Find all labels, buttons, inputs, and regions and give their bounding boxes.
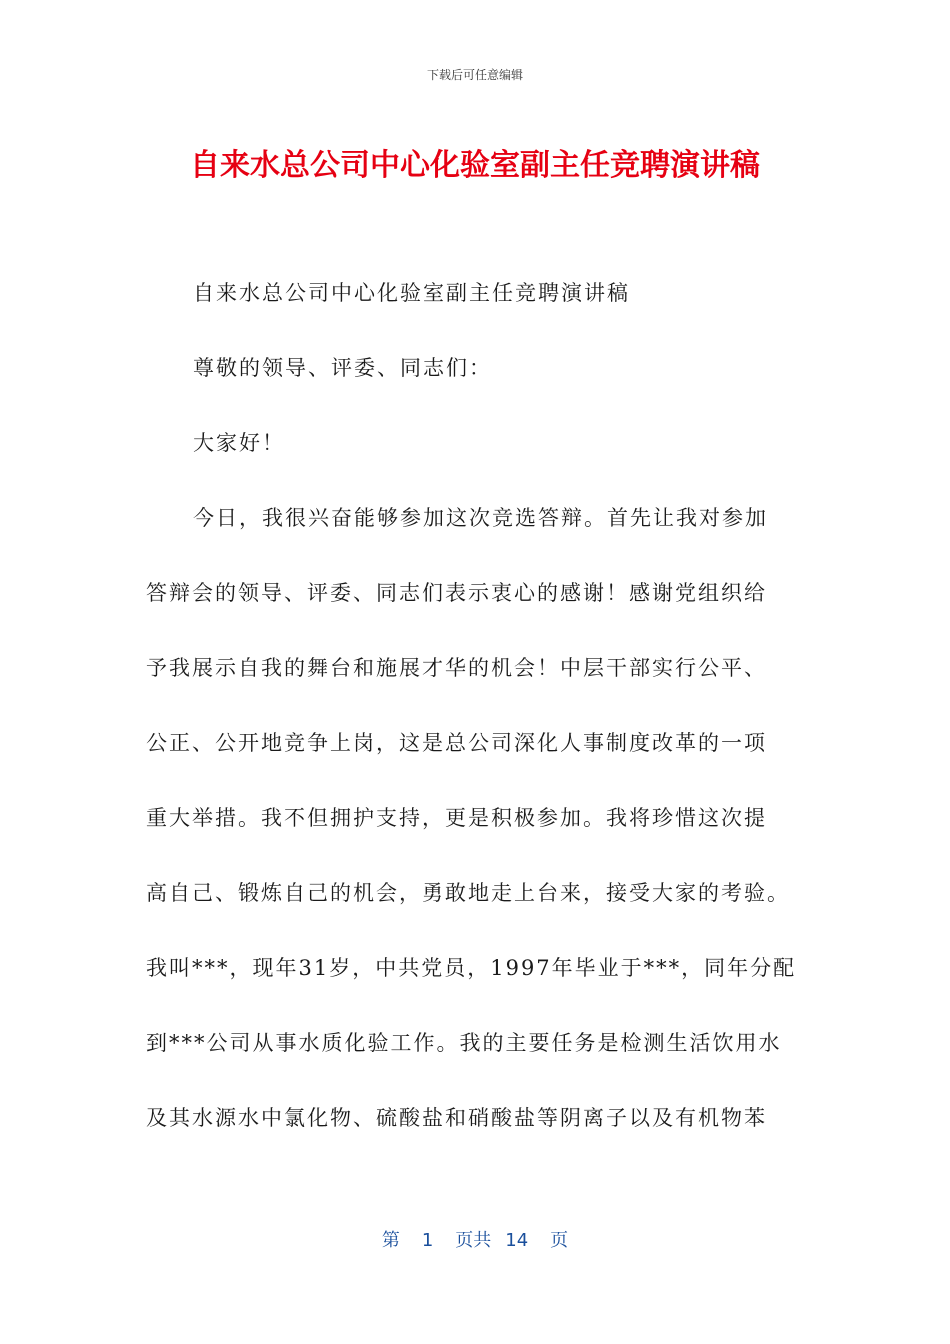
paragraph-greeting: 大家好！ [193, 431, 285, 455]
document-body [146, 275, 811, 1175]
total-pages-number: 14 [505, 1230, 529, 1251]
page-prefix: 第 [381, 1230, 400, 1251]
body-line: 答辩会的领导、评委、同志们表示衷心的感谢！感谢党组织给 [146, 581, 767, 605]
body-line: 公正、公开地竞争上岗，这是总公司深化人事制度改革的一项 [146, 731, 767, 755]
page-suffix: 页 [550, 1230, 569, 1251]
document-title: 自来水总公司中心化验室副主任竞聘演讲稿 [190, 148, 760, 183]
body-line: 到***公司从事水质化验工作。我的主要任务是检测生活饮用水 [146, 1031, 782, 1055]
paragraph-heading: 自来水总公司中心化验室副主任竞聘演讲稿 [193, 281, 630, 305]
body-line: 予我展示自我的舞台和施展才华的机会！中层干部实行公平、 [146, 656, 767, 680]
page-header-note: 下载后可任意编辑 [426, 68, 523, 82]
page-mid: 页共 [455, 1230, 492, 1251]
body-line: 今日，我很兴奋能够参加这次竞选答辩。首先让我对参加 [193, 506, 768, 530]
body-line: 高自己、锻炼自己的机会，勇敢地走上台来，接受大家的考验。 [146, 881, 790, 905]
body-line: 及其水源水中氯化物、硫酸盐和硝酸盐等阴离子以及有机物苯 [146, 1106, 767, 1130]
body-line: 重大举措。我不但拥护支持，更是积极参加。我将珍惜这次提 [146, 806, 767, 830]
page-footer [0, 1226, 950, 1252]
current-page-number: 1 [421, 1230, 434, 1251]
body-line: 我叫***，现年31岁，中共党员，1997年毕业于***，同年分配 [146, 956, 797, 980]
paragraph-salutation: 尊敬的领导、评委、同志们： [193, 356, 492, 380]
